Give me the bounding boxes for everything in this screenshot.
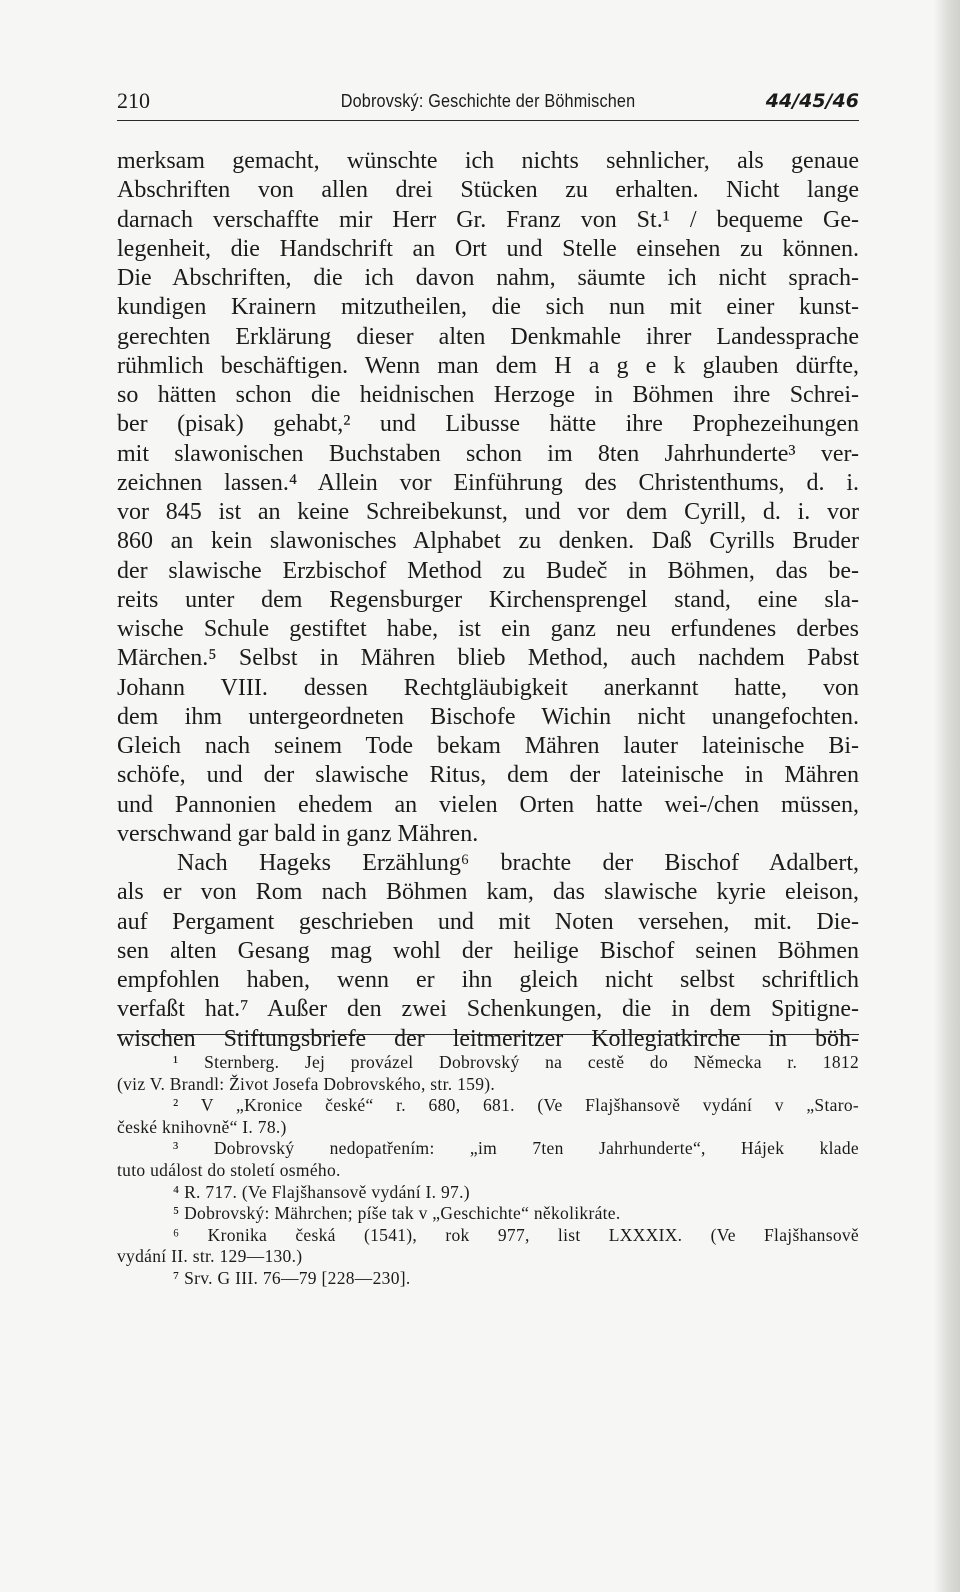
body-line: Die Abschriften, die ich davon nahm, säumte ich nicht sprach- bbox=[117, 265, 859, 291]
footnote-line: tuto událost do století osmého. bbox=[117, 1159, 341, 1180]
footnote-line: (viz V. Brandl: Život Josefa Dobrovského, str. 159). bbox=[117, 1073, 496, 1094]
body-line: rühmlich beschäftigen. Wenn man dem H a g e k glauben dürfte, bbox=[117, 352, 859, 379]
footnote-line: vydání II. str. 129—130.) bbox=[117, 1246, 303, 1267]
body-line: verfaßt hat.⁷ Außer den zwei Schenkungen, die in dem Spitigne- bbox=[117, 996, 859, 1023]
running-title: Dobrovský: Geschichte der Böhmischen bbox=[340, 91, 636, 111]
body-line: mit slawonischen Buchstaben schon im 8ten Jahrhunderte³ ver- bbox=[117, 440, 859, 467]
body-line: Märchen.⁵ Selbst in Mähren blieb Method, auch nachdem Pabst bbox=[117, 645, 859, 672]
body-line: 860 an kein slawonisches Alphabet zu denken. Daß Cyrills Bruder bbox=[117, 528, 859, 555]
body-line: kundigen Krainern mitzutheilen, die sich nun mit einer kunst- bbox=[117, 294, 859, 321]
body-line: reits unter dem Regensburger Kirchensprengel stand, eine sla- bbox=[117, 586, 859, 613]
body-line: vor 845 ist an keine Schreibekunst, und vor dem Cyrill, d. i. vor bbox=[117, 499, 859, 525]
footnotes bbox=[117, 1052, 859, 1290]
body-line: gerechten Erklärung dieser alten Denkmahle ihrer Landessprache bbox=[117, 323, 859, 350]
body-line: wische Schule gestiftet habe, ist ein ganz neu erfundenes derbes bbox=[117, 616, 859, 642]
body-line: darnach verschaffte mir Herr Gr. Franz von St.¹ / bequeme Ge- bbox=[117, 206, 859, 233]
body-line: Nach Hageks Erzählung⁶ brachte der Bischof Adalbert, bbox=[177, 850, 859, 876]
body-line: wischen Stiftungsbriefe der leitmeritzer Kollegiatkirche in böh- bbox=[117, 1025, 859, 1052]
body-line: Abschriften von allen drei Stücken zu erhalten. Nicht lange bbox=[117, 177, 859, 204]
footnote-line: ⁴ R. 717. (Ve Flajšhansově vydání I. 97.) bbox=[173, 1181, 470, 1202]
footnote-line: ³ Dobrovský nedopatřením: „im 7ten Jahrhunderte“, Hájek klade bbox=[173, 1138, 859, 1159]
footnote-rule bbox=[117, 1034, 859, 1035]
body-line: schöfe, und der slawische Ritus, dem der lateinische in Mähren bbox=[117, 762, 859, 789]
body-line: so hätten schon die heidnischen Herzoge in Böhmen ihre Schrei- bbox=[117, 382, 859, 408]
footnote-line: české knihovně“ I. 78.) bbox=[117, 1116, 287, 1137]
page-references: 44/45/46 bbox=[765, 90, 859, 112]
body-line: der slawische Erzbischof Method zu Budeč in Böhmen, das be- bbox=[117, 557, 859, 584]
page-edge-shadow bbox=[934, 0, 960, 1592]
footnote-line: ⁶ Kronika česká (1541), rok 977, list LXXXIX. (Ve Flajšhansově bbox=[173, 1224, 859, 1245]
page-number: 210 bbox=[117, 88, 150, 113]
body-line: sen alten Gesang mag wohl der heilige Bischof seinen Böhmen bbox=[117, 937, 859, 964]
body-text bbox=[117, 147, 859, 1054]
footnote-line: ⁵ Dobrovský: Mährchen; píše tak v „Geschichte“ několikráte. bbox=[173, 1203, 621, 1224]
body-line: empfohlen haben, wenn er ihn gleich nicht selbst schriftlich bbox=[117, 967, 859, 993]
body-line: Gleich nach seinem Tode bekam Mähren lauter lateinische Bi- bbox=[117, 733, 859, 759]
body-line: als er von Rom nach Böhmen kam, das slawische kyrie eleison, bbox=[117, 879, 859, 906]
body-line: dem ihm untergeordneten Bischofe Wichin nicht unangefochten. bbox=[117, 703, 859, 730]
body-line: merksam gemacht, wünschte ich nichts sehnlicher, als genaue bbox=[117, 148, 859, 174]
body-line: Johann VIII. dessen Rechtgläubigkeit anerkannt hatte, von bbox=[117, 674, 859, 701]
body-line: zeichnen lassen.⁴ Allein vor Einführung des Christenthums, d. i. bbox=[117, 469, 859, 496]
body-line: verschwand gar bald in ganz Mähren. bbox=[117, 820, 479, 847]
footnote-line: ² V „Kronice české“ r. 680, 681. (Ve Flajšhansově vydání v „Staro- bbox=[173, 1095, 859, 1116]
footnote-line: ⁷ Srv. G III. 76—79 [228—230]. bbox=[173, 1267, 411, 1288]
body-line: ber (pisak) gehabt,² und Libusse hätte ihre Prophezeihungen bbox=[117, 411, 859, 438]
body-line: auf Pergament geschrieben und mit Noten versehen, mit. Die- bbox=[117, 908, 859, 935]
running-head bbox=[117, 88, 859, 121]
body-line: und Pannonien ehedem an vielen Orten hatte wei-/chen müssen, bbox=[117, 791, 859, 818]
body-line: legenheit, die Handschrift an Ort und Stelle einsehen zu können. bbox=[117, 235, 859, 262]
footnote-line: ¹ Sternberg. Jej provázel Dobrovský na cestě do Německa r. 1812 bbox=[173, 1052, 859, 1072]
